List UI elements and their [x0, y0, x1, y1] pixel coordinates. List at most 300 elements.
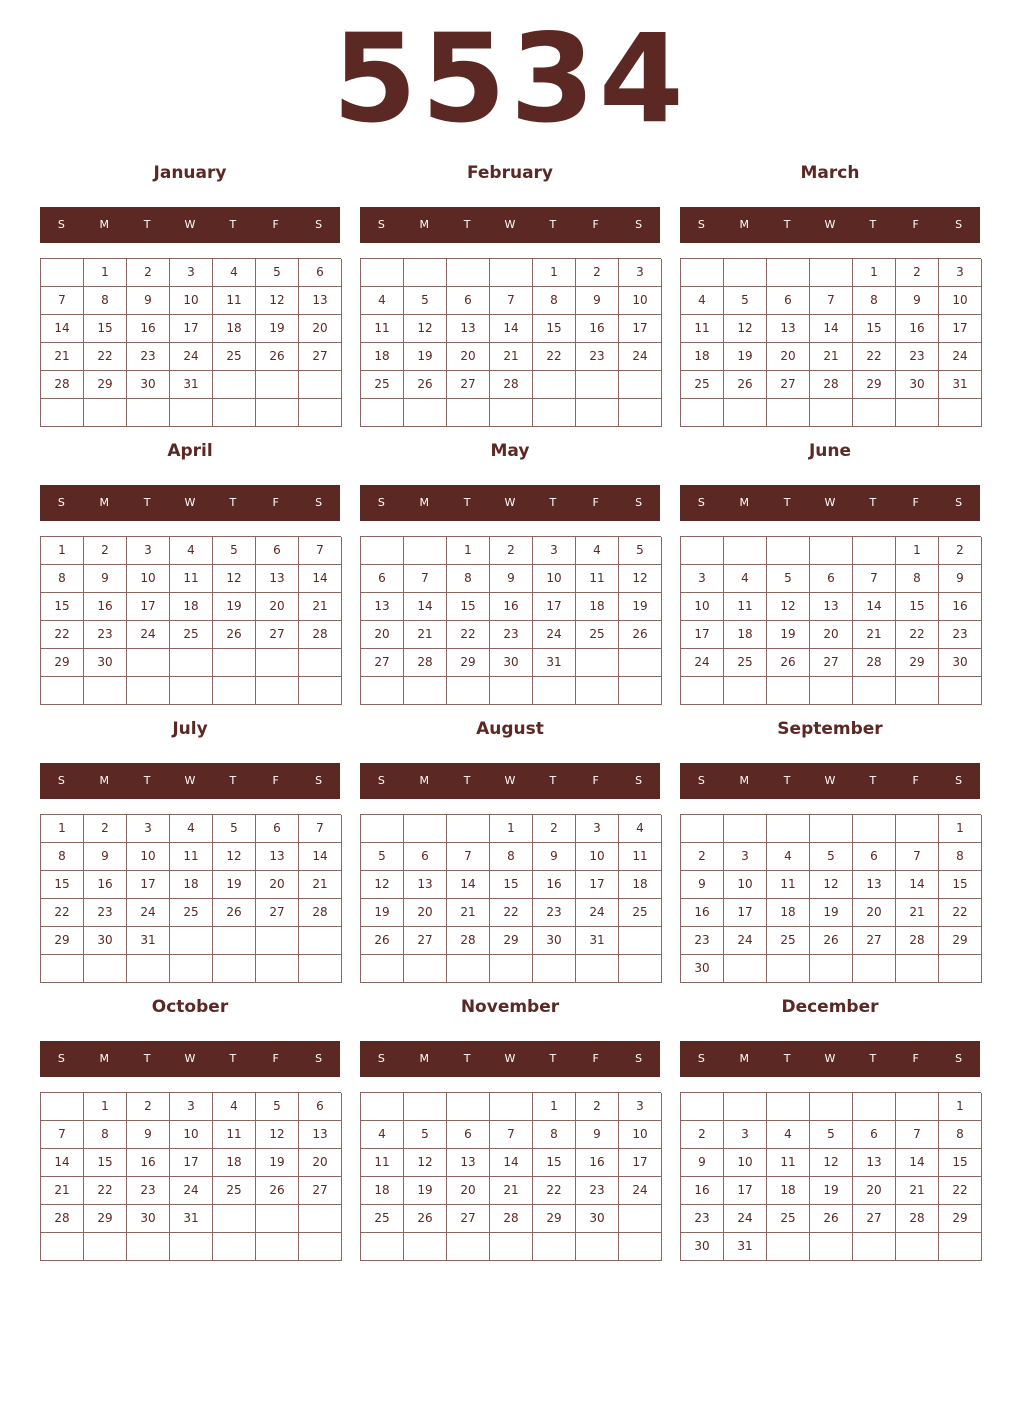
day-cell: 24	[533, 621, 576, 649]
day-cell: 22	[896, 621, 939, 649]
empty-day-cell	[533, 1233, 576, 1261]
day-cell: 11	[361, 315, 404, 343]
day-cell: 4	[170, 815, 213, 843]
day-cell: 28	[810, 371, 853, 399]
empty-day-cell	[853, 399, 896, 427]
empty-day-cell	[447, 1093, 490, 1121]
day-cell: 9	[939, 565, 982, 593]
day-cell: 17	[576, 871, 619, 899]
empty-day-cell	[361, 1093, 404, 1121]
day-cell: 16	[896, 315, 939, 343]
day-cell: 8	[853, 287, 896, 315]
day-cell: 8	[41, 843, 84, 871]
day-cell: 7	[896, 1121, 939, 1149]
empty-day-cell	[404, 1233, 447, 1261]
day-cell: 5	[404, 287, 447, 315]
day-cell: 27	[447, 1205, 490, 1233]
empty-day-cell	[127, 677, 170, 705]
day-cell: 5	[256, 259, 299, 287]
day-cell: 26	[404, 1205, 447, 1233]
month-title: July	[172, 719, 208, 739]
day-cell: 5	[724, 287, 767, 315]
empty-day-cell	[896, 677, 939, 705]
day-cell: 20	[447, 343, 490, 371]
day-cell: 6	[299, 1093, 342, 1121]
empty-day-cell	[619, 1233, 662, 1261]
day-cell: 10	[724, 1149, 767, 1177]
empty-day-cell	[404, 677, 447, 705]
empty-day-cell	[127, 1233, 170, 1261]
day-cell: 27	[810, 649, 853, 677]
day-cell: 25	[170, 899, 213, 927]
weekday-label: T	[549, 1052, 557, 1065]
day-cell: 19	[724, 343, 767, 371]
weekday-label: M	[99, 218, 110, 231]
day-cell: 26	[361, 927, 404, 955]
day-cell: 31	[170, 371, 213, 399]
day-cell: 17	[127, 871, 170, 899]
empty-day-cell	[724, 1093, 767, 1121]
month-january	[40, 150, 340, 428]
empty-day-cell	[41, 399, 84, 427]
empty-day-cell	[853, 537, 896, 565]
empty-day-cell	[576, 649, 619, 677]
day-cell: 3	[681, 565, 724, 593]
day-cell: 23	[84, 621, 127, 649]
day-cell: 14	[896, 871, 939, 899]
day-cell: 26	[767, 649, 810, 677]
day-cell: 21	[810, 343, 853, 371]
day-cell: 19	[213, 871, 256, 899]
day-cell: 16	[490, 593, 533, 621]
day-cell: 16	[681, 899, 724, 927]
empty-day-cell	[213, 1233, 256, 1261]
empty-day-cell	[810, 259, 853, 287]
empty-day-cell	[447, 259, 490, 287]
month-title: April	[167, 441, 213, 461]
day-cell: 14	[853, 593, 896, 621]
empty-day-cell	[724, 677, 767, 705]
empty-day-cell	[256, 955, 299, 983]
day-cell: 13	[299, 1121, 342, 1149]
day-cell: 27	[256, 621, 299, 649]
empty-day-cell	[404, 259, 447, 287]
day-cell: 29	[939, 927, 982, 955]
empty-day-cell	[619, 371, 662, 399]
day-cell: 18	[361, 1177, 404, 1205]
empty-day-cell	[853, 1233, 896, 1261]
month-may	[360, 428, 660, 706]
weekday-label: W	[824, 1052, 836, 1065]
day-cell: 23	[490, 621, 533, 649]
day-cell: 20	[256, 593, 299, 621]
empty-day-cell	[576, 955, 619, 983]
day-cell: 25	[576, 621, 619, 649]
day-grid	[680, 258, 981, 427]
day-cell: 10	[724, 871, 767, 899]
day-cell: 10	[939, 287, 982, 315]
day-cell: 5	[213, 537, 256, 565]
empty-day-cell	[299, 649, 342, 677]
weekday-label: T	[463, 1052, 471, 1065]
day-cell: 30	[896, 371, 939, 399]
weekday-label: M	[739, 774, 750, 787]
day-cell: 7	[853, 565, 896, 593]
empty-day-cell	[576, 371, 619, 399]
day-cell: 22	[41, 899, 84, 927]
empty-day-cell	[853, 815, 896, 843]
weekday-label: F	[272, 218, 279, 231]
empty-day-cell	[361, 399, 404, 427]
day-cell: 4	[213, 259, 256, 287]
weekday-header	[360, 485, 660, 521]
day-cell: 2	[576, 1093, 619, 1121]
day-cell: 24	[619, 343, 662, 371]
day-cell: 15	[533, 315, 576, 343]
day-cell: 6	[404, 843, 447, 871]
day-cell: 12	[810, 871, 853, 899]
day-cell: 14	[810, 315, 853, 343]
day-cell: 9	[127, 1121, 170, 1149]
day-cell: 21	[404, 621, 447, 649]
day-cell: 30	[84, 927, 127, 955]
day-cell: 18	[619, 871, 662, 899]
day-cell: 18	[576, 593, 619, 621]
day-cell: 24	[724, 927, 767, 955]
weekday-label: S	[377, 496, 385, 509]
empty-day-cell	[724, 259, 767, 287]
empty-day-cell	[490, 1233, 533, 1261]
empty-day-cell	[256, 649, 299, 677]
day-cell: 9	[84, 565, 127, 593]
empty-day-cell	[533, 677, 576, 705]
day-cell: 29	[41, 649, 84, 677]
empty-day-cell	[767, 1093, 810, 1121]
weekday-label: S	[315, 1052, 323, 1065]
day-cell: 20	[256, 871, 299, 899]
day-cell: 30	[681, 1233, 724, 1261]
weekday-label: T	[549, 496, 557, 509]
month-april	[40, 428, 340, 706]
day-cell: 12	[256, 1121, 299, 1149]
empty-day-cell	[724, 955, 767, 983]
day-cell: 15	[533, 1149, 576, 1177]
month-june	[680, 428, 980, 706]
weekday-header	[680, 485, 980, 521]
day-cell: 7	[41, 287, 84, 315]
weekday-label: T	[549, 774, 557, 787]
weekday-label: T	[463, 218, 471, 231]
day-cell: 25	[619, 899, 662, 927]
weekday-label: S	[697, 1052, 705, 1065]
day-cell: 24	[127, 621, 170, 649]
day-cell: 24	[681, 649, 724, 677]
day-cell: 22	[447, 621, 490, 649]
empty-day-cell	[127, 955, 170, 983]
day-cell: 10	[170, 287, 213, 315]
day-cell: 24	[576, 899, 619, 927]
month-title: January	[153, 163, 227, 183]
day-cell: 2	[681, 843, 724, 871]
day-cell: 27	[361, 649, 404, 677]
weekday-label: T	[783, 218, 791, 231]
empty-day-cell	[619, 927, 662, 955]
weekday-label: F	[912, 774, 919, 787]
weekday-label: M	[739, 218, 750, 231]
weekday-label: S	[955, 218, 963, 231]
day-cell: 25	[361, 1205, 404, 1233]
day-cell: 5	[213, 815, 256, 843]
day-cell: 11	[724, 593, 767, 621]
day-cell: 9	[490, 565, 533, 593]
weekday-label: S	[635, 774, 643, 787]
day-cell: 12	[404, 1149, 447, 1177]
day-cell: 22	[41, 621, 84, 649]
day-cell: 26	[810, 1205, 853, 1233]
weekday-label: T	[229, 496, 237, 509]
empty-day-cell	[361, 677, 404, 705]
month-august	[360, 706, 660, 984]
day-cell: 8	[896, 565, 939, 593]
empty-day-cell	[404, 955, 447, 983]
day-cell: 31	[127, 927, 170, 955]
day-cell: 19	[256, 315, 299, 343]
empty-day-cell	[681, 399, 724, 427]
empty-day-cell	[256, 1233, 299, 1261]
day-cell: 28	[853, 649, 896, 677]
day-cell: 10	[576, 843, 619, 871]
day-cell: 21	[447, 899, 490, 927]
day-cell: 11	[767, 1149, 810, 1177]
day-cell: 8	[84, 1121, 127, 1149]
day-cell: 14	[490, 315, 533, 343]
day-cell: 6	[810, 565, 853, 593]
day-cell: 31	[533, 649, 576, 677]
day-cell: 13	[810, 593, 853, 621]
empty-day-cell	[896, 815, 939, 843]
day-cell: 5	[810, 1121, 853, 1149]
empty-day-cell	[576, 1233, 619, 1261]
empty-day-cell	[533, 955, 576, 983]
weekday-label: W	[504, 774, 516, 787]
month-december	[680, 984, 980, 1262]
day-cell: 12	[724, 315, 767, 343]
day-cell: 11	[361, 1149, 404, 1177]
empty-day-cell	[447, 955, 490, 983]
weekday-label: S	[377, 1052, 385, 1065]
weekday-label: S	[955, 496, 963, 509]
day-cell: 8	[939, 843, 982, 871]
month-title: August	[476, 719, 544, 739]
empty-day-cell	[127, 649, 170, 677]
weekday-label: M	[99, 1052, 110, 1065]
empty-day-cell	[767, 537, 810, 565]
empty-day-cell	[404, 399, 447, 427]
empty-day-cell	[170, 649, 213, 677]
empty-day-cell	[447, 399, 490, 427]
day-cell: 6	[256, 815, 299, 843]
day-cell: 21	[299, 871, 342, 899]
empty-day-cell	[681, 815, 724, 843]
day-cell: 10	[127, 843, 170, 871]
day-cell: 8	[533, 1121, 576, 1149]
day-cell: 20	[447, 1177, 490, 1205]
day-cell: 19	[404, 1177, 447, 1205]
day-cell: 4	[213, 1093, 256, 1121]
day-cell: 27	[404, 927, 447, 955]
day-cell: 1	[853, 259, 896, 287]
day-cell: 11	[681, 315, 724, 343]
day-cell: 20	[404, 899, 447, 927]
day-cell: 26	[213, 899, 256, 927]
empty-day-cell	[767, 815, 810, 843]
weekday-label: W	[184, 1052, 196, 1065]
day-cell: 31	[724, 1233, 767, 1261]
day-cell: 2	[896, 259, 939, 287]
day-cell: 4	[767, 843, 810, 871]
weekday-label: F	[272, 1052, 279, 1065]
day-cell: 23	[576, 1177, 619, 1205]
day-cell: 9	[84, 843, 127, 871]
weekday-label: T	[783, 1052, 791, 1065]
empty-day-cell	[681, 1093, 724, 1121]
day-cell: 2	[533, 815, 576, 843]
day-cell: 30	[490, 649, 533, 677]
empty-day-cell	[576, 399, 619, 427]
empty-day-cell	[213, 677, 256, 705]
day-cell: 15	[447, 593, 490, 621]
empty-day-cell	[490, 399, 533, 427]
weekday-label: F	[592, 1052, 599, 1065]
day-cell: 28	[41, 371, 84, 399]
day-cell: 22	[939, 899, 982, 927]
day-cell: 17	[533, 593, 576, 621]
day-cell: 13	[256, 843, 299, 871]
day-cell: 16	[681, 1177, 724, 1205]
empty-day-cell	[361, 537, 404, 565]
empty-day-cell	[576, 677, 619, 705]
day-cell: 29	[84, 1205, 127, 1233]
empty-day-cell	[41, 1093, 84, 1121]
day-cell: 25	[213, 1177, 256, 1205]
day-cell: 24	[619, 1177, 662, 1205]
weekday-label: S	[955, 1052, 963, 1065]
day-cell: 16	[533, 871, 576, 899]
day-cell: 10	[170, 1121, 213, 1149]
day-cell: 14	[299, 843, 342, 871]
day-cell: 27	[767, 371, 810, 399]
day-cell: 7	[810, 287, 853, 315]
empty-day-cell	[213, 927, 256, 955]
weekday-label: T	[783, 496, 791, 509]
day-cell: 5	[361, 843, 404, 871]
weekday-label: F	[592, 218, 599, 231]
empty-day-cell	[810, 399, 853, 427]
day-cell: 10	[681, 593, 724, 621]
empty-day-cell	[533, 399, 576, 427]
month-title: March	[800, 163, 860, 183]
day-cell: 31	[576, 927, 619, 955]
day-cell: 25	[767, 1205, 810, 1233]
day-cell: 23	[939, 621, 982, 649]
day-cell: 12	[404, 315, 447, 343]
empty-day-cell	[84, 677, 127, 705]
day-cell: 22	[533, 1177, 576, 1205]
day-cell: 25	[681, 371, 724, 399]
day-cell: 1	[490, 815, 533, 843]
day-cell: 20	[853, 899, 896, 927]
month-march	[680, 150, 980, 428]
day-grid	[360, 536, 661, 705]
empty-day-cell	[299, 399, 342, 427]
weekday-label: T	[869, 218, 877, 231]
day-cell: 20	[810, 621, 853, 649]
empty-day-cell	[404, 1093, 447, 1121]
empty-day-cell	[84, 955, 127, 983]
empty-day-cell	[361, 1233, 404, 1261]
day-cell: 13	[767, 315, 810, 343]
day-cell: 9	[533, 843, 576, 871]
day-cell: 28	[299, 899, 342, 927]
day-cell: 14	[447, 871, 490, 899]
weekday-label: T	[549, 218, 557, 231]
day-cell: 3	[619, 259, 662, 287]
empty-day-cell	[447, 1233, 490, 1261]
day-cell: 21	[490, 343, 533, 371]
day-cell: 10	[127, 565, 170, 593]
weekday-label: S	[697, 218, 705, 231]
day-cell: 3	[127, 815, 170, 843]
empty-day-cell	[619, 677, 662, 705]
day-cell: 13	[447, 1149, 490, 1177]
day-cell: 30	[127, 1205, 170, 1233]
day-cell: 29	[939, 1205, 982, 1233]
day-cell: 30	[533, 927, 576, 955]
weekday-label: W	[504, 496, 516, 509]
empty-day-cell	[853, 677, 896, 705]
weekday-label: F	[272, 496, 279, 509]
empty-day-cell	[896, 399, 939, 427]
day-cell: 1	[84, 259, 127, 287]
day-cell: 27	[256, 899, 299, 927]
day-cell: 23	[681, 927, 724, 955]
day-cell: 25	[170, 621, 213, 649]
day-cell: 20	[853, 1177, 896, 1205]
empty-day-cell	[896, 955, 939, 983]
day-grid	[360, 1092, 661, 1261]
day-cell: 24	[127, 899, 170, 927]
empty-day-cell	[810, 677, 853, 705]
weekday-label: W	[824, 218, 836, 231]
weekday-label: W	[184, 496, 196, 509]
day-cell: 8	[41, 565, 84, 593]
day-grid	[680, 1092, 981, 1261]
weekday-label: S	[635, 496, 643, 509]
day-cell: 15	[853, 315, 896, 343]
empty-day-cell	[810, 537, 853, 565]
empty-day-cell	[767, 1233, 810, 1261]
empty-day-cell	[619, 399, 662, 427]
empty-day-cell	[681, 677, 724, 705]
day-cell: 22	[939, 1177, 982, 1205]
empty-day-cell	[41, 955, 84, 983]
day-cell: 19	[256, 1149, 299, 1177]
day-cell: 2	[576, 259, 619, 287]
weekday-label: F	[912, 496, 919, 509]
day-cell: 13	[447, 315, 490, 343]
day-cell: 4	[361, 287, 404, 315]
empty-day-cell	[299, 955, 342, 983]
